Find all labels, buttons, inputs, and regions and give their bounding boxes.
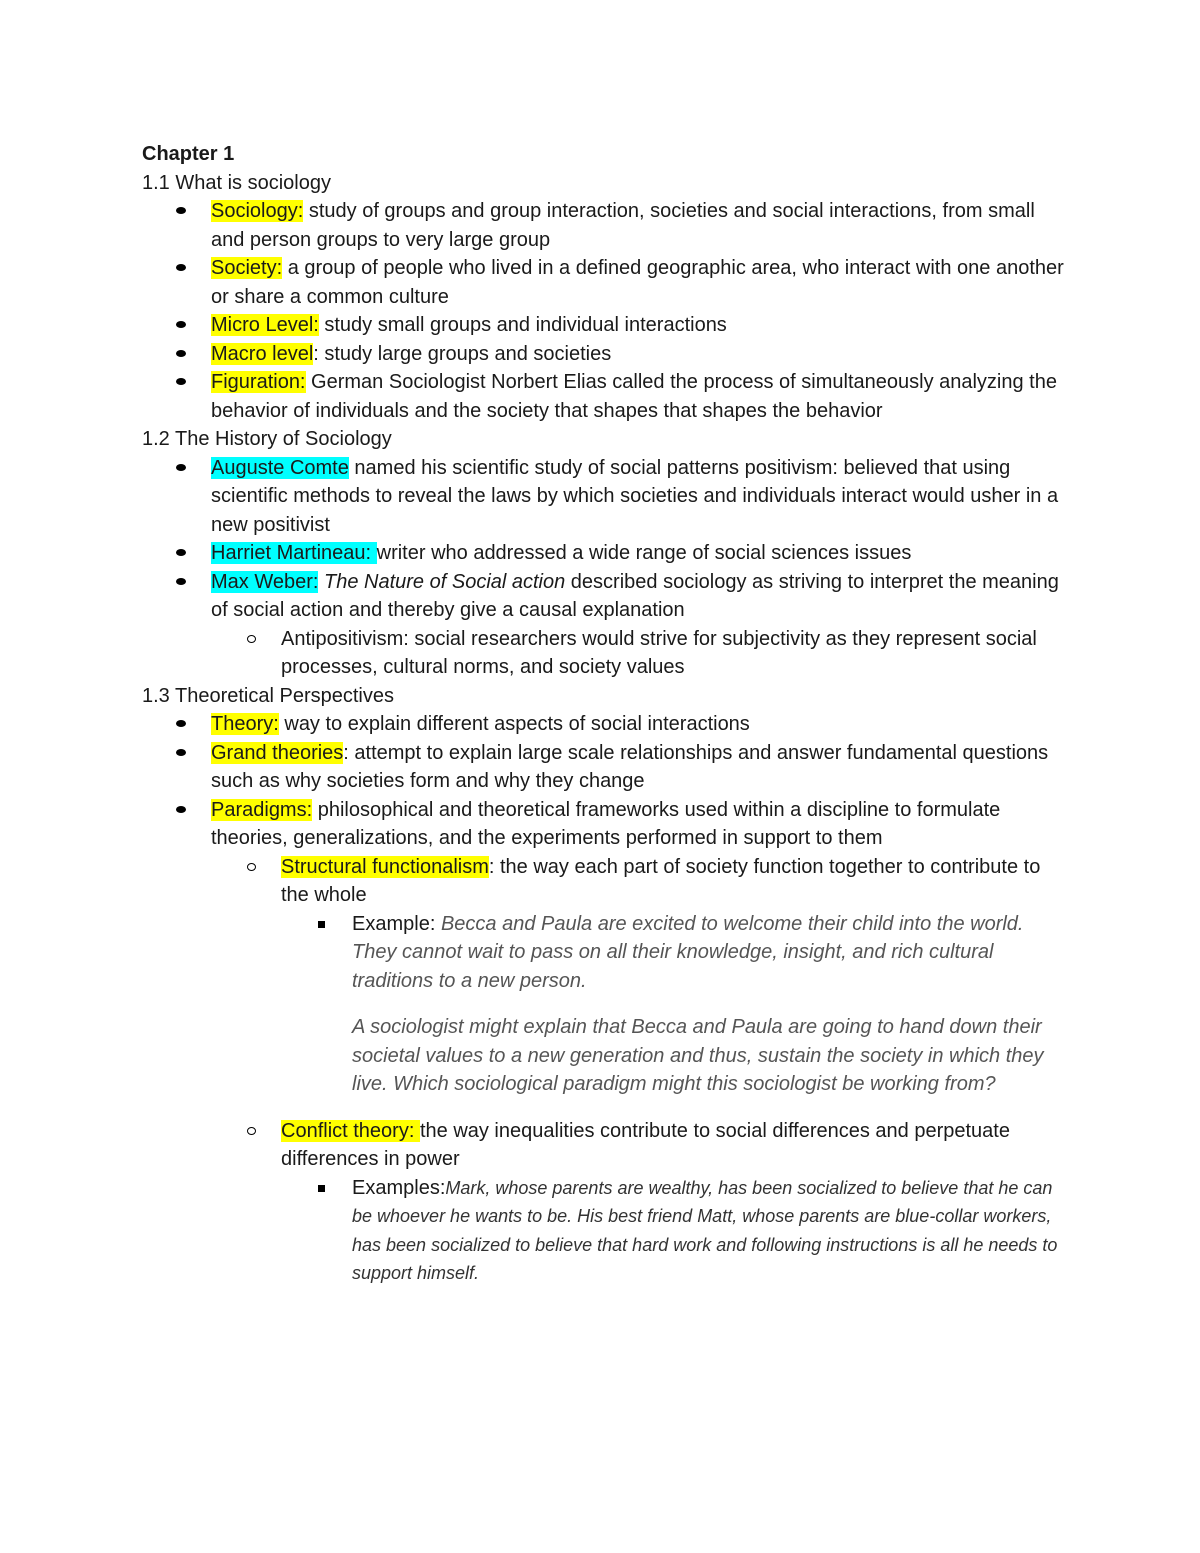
list-item: [142, 454, 1072, 540]
definition-text: German Sociologist Norbert Elias called the process of simultaneously analyzing the behavior of individuals and the society that shapes that shapes the behavior: [211, 371, 1057, 422]
example-label: Examples:: [352, 1176, 446, 1199]
chapter-title: Chapter 1: [142, 143, 235, 165]
example-item: [281, 910, 1072, 1117]
term-highlight: Grand theories: [211, 741, 344, 764]
example-text: Mark, whose parents are wealthy, has been socialized to believe that he can be whoever he wants to be. His best friend Matt, whose parents are blue-collar workers, has been socialized to believe that hard work and following instructions is all he needs to support himself.: [352, 1177, 1058, 1283]
paradigm-sublist: [211, 853, 1072, 1288]
square-bullet-icon: [318, 921, 325, 928]
definition-text: study small groups and individual interactions: [318, 314, 727, 336]
list-item: [142, 710, 1072, 739]
term-highlight: Structural functionalism: [281, 855, 489, 878]
bullet-icon: [176, 549, 186, 556]
bullet-icon: [176, 720, 186, 727]
list-item: [142, 568, 1072, 682]
sub-item-text: Antipositivism: social researchers would strive for subjectivity as they represent social processes, cultural norms, and society values: [281, 627, 1037, 678]
section-heading-1-3: 1.3 Theoretical Perspectives: [142, 684, 394, 707]
section-heading-1-1: 1.1 What is sociology: [142, 171, 331, 194]
list-item: [142, 197, 1072, 254]
circle-bullet-icon: [247, 863, 256, 871]
sub-list-item: [211, 625, 1072, 682]
term-highlight: Conflict theory:: [281, 1119, 420, 1142]
definition-text: writer who addressed a wide range of social sciences issues: [376, 542, 912, 564]
example-text-continued: A sociologist might explain that Becca and Paula are going to hand down their societal values to a new generation and thus, sustain the society in which they live. Which sociological paradigm might this sociologist be working from?: [352, 1016, 1044, 1095]
term-highlight: Harriet Martineau:: [211, 542, 377, 564]
bullet-icon: [176, 749, 186, 756]
bullet-icon: [176, 378, 186, 385]
term-highlight: Paradigms:: [211, 798, 313, 821]
term-highlight: Society:: [211, 257, 283, 279]
bullet-icon: [176, 321, 186, 328]
bullet-icon: [176, 207, 186, 214]
definition-text: study of groups and group interaction, societies and social interactions, from small and person groups to very large group: [211, 200, 1035, 251]
example-list: [281, 1174, 1072, 1288]
definition-text: the way inequalities contribute to social differences and perpetuate differences in power: [281, 1119, 1010, 1170]
list-item: [142, 796, 1072, 1288]
list-item: [142, 539, 1072, 568]
term-highlight: Auguste Comte: [211, 456, 349, 479]
circle-bullet-icon: [247, 635, 256, 643]
definition-text: : attempt to explain large scale relationships and answer fundamental questions such as why societies form and why they change: [211, 741, 1049, 792]
section-heading-1-2: 1.2 The History of Sociology: [142, 428, 392, 450]
term-highlight: Macro level: [211, 342, 314, 365]
section-1-3-list: [142, 710, 1072, 1288]
definition-text: a group of people who lived in a defined geographic area, who interact with one another or share a common culture: [211, 257, 1064, 308]
definition-text: way to explain different aspects of social interactions: [278, 713, 750, 735]
definition-text: : the way each part of society function together to contribute to the whole: [281, 855, 1041, 906]
definition-text: : study large groups and societies: [313, 342, 612, 365]
definition-text: philosophical and theoretical frameworks used within a discipline to formulate theories, generalizations, and the experiments performed in support to them: [211, 798, 1001, 849]
list-item: [142, 340, 1072, 369]
definition-text: named his scientific study of social patterns positivism: believed that using scientific methods to reveal the laws by which societies and individuals interact would usher in a new positivist: [211, 456, 1059, 536]
section-1-2-list: [142, 454, 1072, 682]
paragraph-spacer: [352, 1099, 1072, 1117]
sub-list-item: [211, 853, 1072, 1117]
section-1-1-list: [142, 197, 1072, 425]
book-title: The Nature of Social action: [318, 570, 566, 593]
term-highlight: Theory:: [211, 713, 279, 735]
bullet-icon: [176, 350, 186, 357]
list-item: [142, 739, 1072, 796]
square-bullet-icon: [318, 1185, 325, 1192]
list-item: [142, 368, 1072, 425]
term-highlight: Max Weber:: [211, 570, 319, 593]
document-page: [142, 140, 1072, 1288]
list-item: [142, 311, 1072, 340]
paragraph-spacer: [352, 995, 1072, 1013]
example-label: Example:: [352, 912, 441, 935]
sublist: [211, 625, 1072, 682]
term-highlight: Figuration:: [211, 371, 306, 393]
example-text: Becca and Paula are excited to welcome their child into the world. They cannot wait to pass on all their knowledge, insight, and rich cultural traditions to a new person.: [352, 912, 1024, 992]
list-item: [142, 254, 1072, 311]
bullet-icon: [176, 578, 186, 585]
term-highlight: Sociology:: [211, 200, 304, 222]
term-highlight: Micro Level:: [211, 314, 319, 336]
bullet-icon: [176, 806, 186, 813]
sub-list-item: [211, 1117, 1072, 1288]
definition-text: described sociology as striving to interpret the meaning of social action and thereby give a causal explanation: [211, 570, 1059, 621]
example-list: [281, 910, 1072, 1117]
example-item: [281, 1174, 1072, 1288]
bullet-icon: [176, 464, 186, 471]
bullet-icon: [176, 264, 186, 271]
circle-bullet-icon: [247, 1127, 256, 1135]
